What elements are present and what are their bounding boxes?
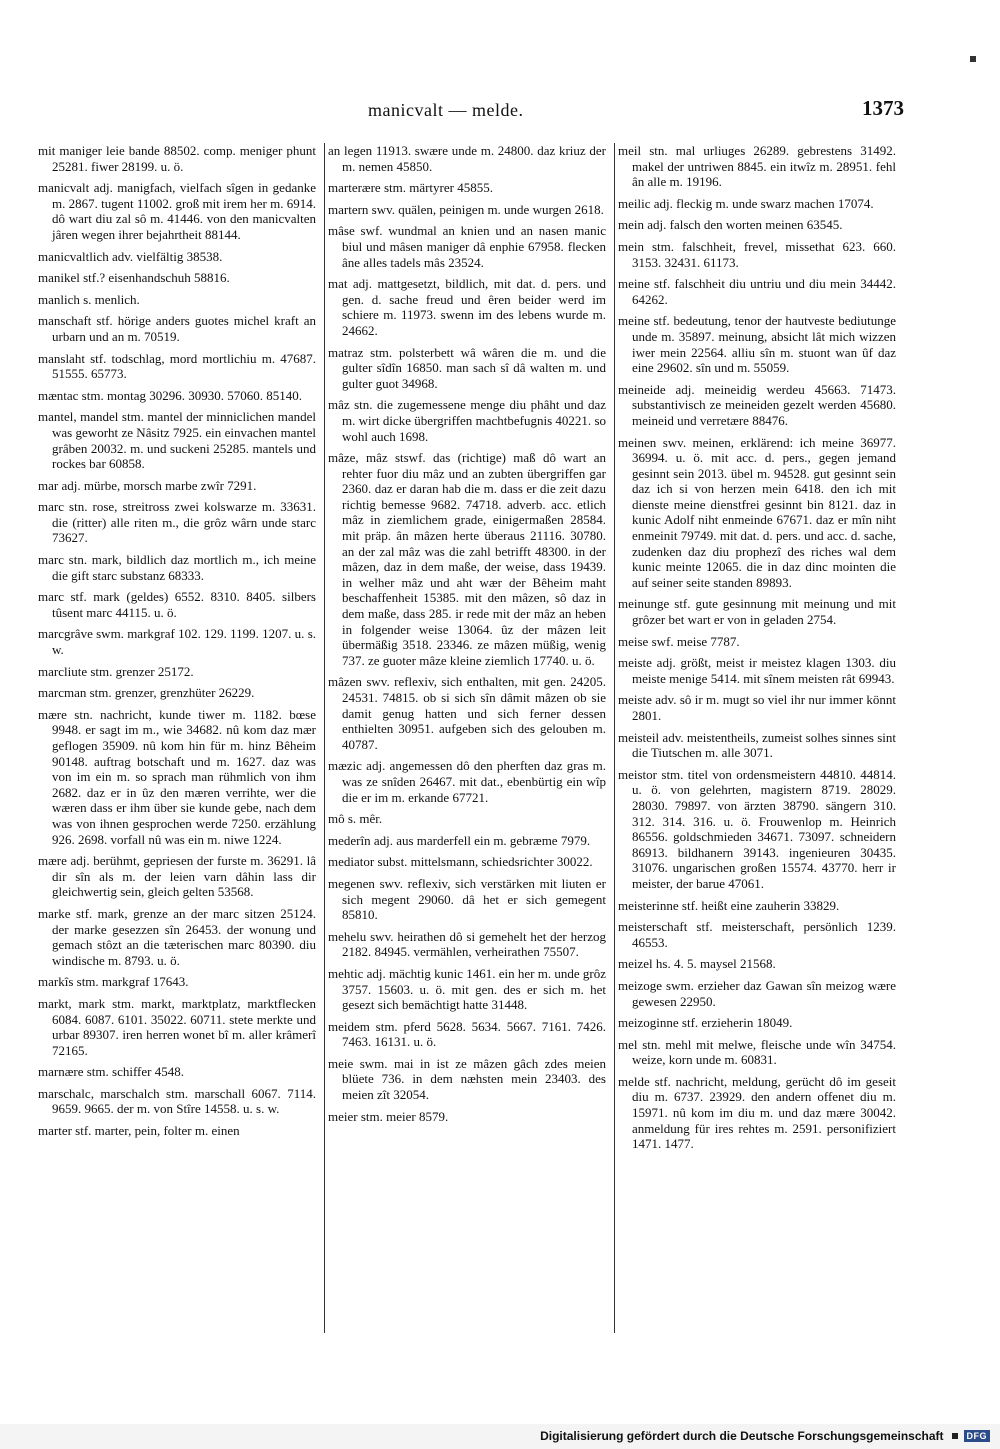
running-head: manicvalt — melde. — [368, 100, 524, 120]
dictionary-entry: meiste adv. sô ir m. mugt so viel ihr nur immer könnt 2801. — [618, 692, 896, 723]
dictionary-entry: meie swm. mai in ist ze mâzen gâch zdes meien blüete 736. in dem næhsten mein 23403. des meien zît 32054. — [328, 1055, 606, 1103]
dictionary-entry: mehtic adj. mächtig kunic 1461. ein her m. unde grôz 3757. 15603. u. ö. mit gen. des er sich m. het gesezt sich bemächtigt hatte 31448. — [328, 965, 606, 1013]
dictionary-entry: marnære stm. schiffer 4548. — [38, 1064, 184, 1080]
dictionary-entry: manicvalt adj. manigfach, vielfach sîgen in gedanke m. 2867. tugent 11002. groß mit irem her m. 6914. dô wart diu zal sô m. 41446. von den manicvalten jâren wegen ihrer bejahrtheit 88144. — [38, 180, 316, 242]
dictionary-entry: manslaht stf. todschlag, mord mortlichiu m. 47687. 51555. 65773. — [38, 350, 316, 382]
dictionary-entry: meilic adj. fleckig m. unde swarz machen 17074. — [618, 195, 874, 211]
dictionary-entry: meisterinne stf. heißt eine zauherin 33829. — [618, 897, 840, 913]
dictionary-entry: marke stf. mark, grenze an der marc sitzen 25124. der marke gesezzen sîn 26453. der wonung und gemach stôzt an die tæterischen marc 80390. diu windische m. 8793. u. ö. — [38, 905, 316, 968]
dictionary-entry: mediator subst. mittelsmann, schiedsrichter 30022. — [328, 854, 593, 870]
dfg-logo: DFG — [964, 1430, 991, 1442]
dictionary-entry: mâzen swv. reflexiv, sich enthalten, mit gen. 24205. 24531. 74815. ob si sich sîn dâmit mâzen ob sie damit genug hatten und sich ferner dessen enthielten 30951. aufgeben sich des gelouben m. 40787. — [328, 674, 606, 752]
dictionary-entry: meinen swv. meinen, erklärend: ich meine 36977. 36994. u. ö. mit acc. d. pers., gegen jemand gesinnt sein 2013. übel m. 94528. gut gesinnt sein daz ich si von herzen mein 6418. den ich mit dienste meine dienstfrei gesinnt bin 8121. daz in kunic Adolf niht enmeinde 67671. daz er mîn niht enmeinit 79749. mit dat. d. pers. und acc. d. sache, zudenken daz diu prophezî des riches wal dem kunic meinte 12065. die in daz dinc mointen die auf seiner seite standen 89893. — [618, 434, 896, 590]
dictionary-entry: meizoge swm. erzieher daz Gawan sîn meizog wære gewesen 22950. — [618, 977, 896, 1009]
dictionary-entry: melde stf. nachricht, meldung, gerücht dô im geseit diu m. 6737. 23929. den andern offenet diu m. 15971. nû kom im diu m. und daz mære 30042. anmeldung für ires rehtes m. 2591. personifiziert 1471. 1477. — [618, 1073, 896, 1152]
dictionary-entry: an legen 11913. swære unde m. 24800. daz kriuz der m. nemen 45850. — [328, 143, 606, 174]
footer — [540, 1427, 990, 1445]
column-divider — [614, 143, 615, 1333]
dictionary-entry: meidem stm. pferd 5628. 5634. 5667. 7161. 7426. 7463. 16131. u. ö. — [328, 1018, 606, 1050]
dictionary-entry: meiste adj. größt, meist ir meistez klagen 1303. diu meiste menige 5414. mit sînem meisten rât 69943. — [618, 655, 896, 686]
bullet-icon — [952, 1433, 958, 1439]
dictionary-entry: mâse swf. wundmal an knien und an nasen manic biul und mâsen maniger dâ enphie 67958. flecken âne alles tadels mâs 23524. — [328, 223, 606, 270]
dictionary-entry: meizoginne stf. erzieherin 18049. — [618, 1015, 793, 1031]
dictionary-entry: meil stn. mal urliuges 26289. gebrestens 31492. makel der untriwen 8845. ein itwîz m. 28951. fehl ân alle m. 19196. — [618, 143, 896, 190]
dictionary-entry: mantel, mandel stm. mantel der minniclichen mandel was geworht ze Nâsitz 7925. ein einvachen mantel grâben 20032. m. und suckeni 25285. mantels und rockes bar 60858. — [38, 409, 316, 472]
dictionary-entry: matraz stm. polsterbett wâ wâren die m. und die gulter sîdîn 16850. man sach sî dâ walten m. und gulter guot 34968. — [328, 344, 606, 391]
dictionary-entry: mel stn. mehl mit melwe, fleische unde wîn 34754. weize, korn unde m. 60831. — [618, 1036, 896, 1068]
dictionary-entry: mô s. mêr. — [328, 811, 383, 827]
dictionary-entry: mâz stn. die zugemessene menge diu phâht und daz m. wirt dicke übergriffen machtbefugnis 40221. so wohl auch 1698. — [328, 397, 606, 444]
dictionary-entry: mære adj. berühmt, gepriesen der furste m. 36291. lâ dir sîn als m. der leien varn dâhin lass dir gleichwertig sein, gleich gelten 53568. — [38, 853, 316, 900]
dictionary-entry: mâze, mâz stswf. das (richtige) maß dô wart an rehter fuor diu mâz und an zubten übergriffen gar 2360. daz er daran hab die m. dass er die zeit dazu richtig bemesse 9682. 74718. adverb. acc. etlich mâz in ziemlichem grade, einigermaßen 28584. mit präp. ân mâzen herte überaus 21116. 30780. an der zal mâz was die zahl betrifft 48300. in der mâzen, daz in dem maße, der weise, dass 19439. in welher mâz und aht wær der Bêheim maht beschaffenheit 15385. mit den mâzen, sô daz in dem maße, dass 285. ir rede mit der mâz an heben in folgender weise 13064. ûz der mâzen leit übermäßig 3518. 23346. ze mâzen müßig, wenig 737. ze guoter mâze kleine ziemlich 17740. u. ö. — [328, 450, 606, 668]
dictionary-entry: mære stn. nachricht, kunde tiwer m. 1182. bœse 9948. er sagt im m., wie 34682. nû kom daz mær geflogen 35909. nû kom hin für m. hinz Bêheim 90148. auftrag botschaft und m. 1627. daz was von im ein m. so sprach man rühmlich von ihm 2682. daz er in ûz den mæren verrihte, wer die wæren dass er ihm über sie kunde gebe, nach dem was von ihnen gesprochen werde 7250. erzählung 926. 2698. vorfall nû was ein m. niwe 1224. — [38, 706, 316, 847]
dictionary-entry: mehelu swv. heirathen dô si gemehelt het der herzog 2182. 84945. vermählen, verheirathen 75507. — [328, 928, 606, 960]
dictionary-entry: marc stn. rose, streitross zwei kolswarze m. 33631. die (ritter) alle riten m., die grôz wârn unde starc 73627. — [38, 499, 316, 546]
dictionary-entry: mat adj. mattgesetzt, bildlich, mit dat. d. pers. und gen. d. sache freud und êren beider werd im schiere m. 11973. swenn im des lebens wurde m. 24662. — [328, 276, 606, 338]
dictionary-entry: meine stf. bedeutung, tenor der hautveste bediutunge unde m. 35897. meinung, absicht lât mich wizzen iwer mein 22564. alliu sîn m. stuont wan ûf daz eine 29602. sîn und m. 55059. — [618, 313, 896, 376]
dictionary-entry: meisteil adv. meistentheils, zumeist solhes sinnes sint die Tiutschen m. alle 3071. — [618, 729, 896, 761]
dictionary-entry: meise swf. meise 7787. — [618, 633, 740, 649]
dictionary-entry: marter stf. marter, pein, folter m. einen — [38, 1123, 240, 1139]
dictionary-entry: marcman stm. grenzer, grenzhüter 26229. — [38, 685, 255, 701]
dictionary-entry: martern swv. quälen, peinigen m. unde wurgen 2618. — [328, 201, 604, 217]
dictionary-entry: meine stf. falschheit diu untriu und diu mein 34442. 64262. — [618, 276, 896, 307]
dictionary-entry: marc stn. mark, bildlich daz mortlich m., ich meine die gift starc substanz 68333. — [38, 552, 316, 583]
dictionary-entry: markt, mark stm. markt, marktplatz, marktflecken 6084. 6087. 6101. 35022. 60711. stete merkte und urbar 89307. iren herren wonet bî m. aller krâmerî 72165. — [38, 995, 316, 1058]
dictionary-entry: mein stm. falschheit, frevel, missethat 623. 660. 3153. 32431. 61173. — [618, 238, 896, 270]
dictionary-entry: marcliute stm. grenzer 25172. — [38, 663, 194, 679]
dictionary-columns — [38, 143, 902, 1353]
dictionary-entry: markîs stm. markgraf 17643. — [38, 974, 189, 990]
column-2 — [328, 143, 606, 1353]
dictionary-entry: mæzic adj. angemessen dô den pherften daz gras m. was ze snîden 26467. mit dat., ebenbürtig ein wîp die er im m. erkande 67721. — [328, 758, 606, 805]
page-number: 1373 — [862, 96, 904, 120]
dictionary-entry: mar adj. mürbe, morsch marbe zwîr 7291. — [38, 477, 257, 493]
dictionary-entry: mæntac stm. montag 30296. 30930. 57060. 85140. — [38, 387, 302, 403]
dictionary-entry: manschaft stf. hörige anders guotes michel kraft an urbarn und an m. 70519. — [38, 313, 316, 344]
column-3 — [618, 143, 896, 1353]
dictionary-entry: manlich s. menlich. — [38, 291, 140, 307]
dictionary-entry: mederîn adj. aus marderfell ein m. gebræme 7979. — [328, 832, 591, 848]
dictionary-entry: marcgrâve swm. markgraf 102. 129. 1199. 1207. u. s. w. — [38, 626, 316, 658]
column-1 — [38, 143, 316, 1353]
dictionary-entry: meier stm. meier 8579. — [328, 1108, 449, 1124]
dictionary-entry: megenen swv. reflexiv, sich verstärken mit liuten er sich megent 29060. dâ het er sich gemegent 85810. — [328, 875, 606, 923]
dictionary-entry: mein adj. falsch den worten meinen 63545. — [618, 217, 843, 233]
funding-note: Digitalisierung gefördert durch die Deutsche Forschungsgemeinschaft — [540, 1429, 944, 1443]
dictionary-entry: marc stf. mark (geldes) 6552. 8310. 8405. silbers tûsent marc 44115. u. ö. — [38, 589, 316, 620]
page-header — [0, 92, 1000, 122]
scan-corner-mark — [970, 56, 976, 62]
dictionary-entry: marschalc, marschalch stm. marschall 6067. 7114. 9659. 9665. der m. von Stîre 14558. u. s. w. — [38, 1085, 316, 1117]
column-divider — [324, 143, 325, 1333]
dictionary-entry: meinunge stf. gute gesinnung mit meinung und mit grôzer bet wart er von in geladen 2754. — [618, 596, 896, 628]
dictionary-entry: meistor stm. titel von ordensmeistern 44810. 44814. u. ö. von gelehrten, magistern 8719. 28029. 28030. 79897. von ärzten 38790. sängern 310. 312. 314. 316. u. ö. Frouwenlop m. Heinrich 86556. goldschmieden 34671. 73097. schneidern 86913. bildhanern 39143. ingenieuren 30435. 31076. ungarischen großen 15574. 43770. herr ir meister, der barue 47061. — [618, 766, 896, 891]
dictionary-entry: meizel hs. 4. 5. maysel 21568. — [618, 956, 776, 972]
dictionary-entry: meisterschaft stf. meisterschaft, persönlich 1239. 46553. — [618, 919, 896, 950]
dictionary-entry: mit maniger leie bande 88502. comp. meniger phunt 25281. fiwer 28199. u. ö. — [38, 143, 316, 174]
dictionary-entry: marterære stm. märtyrer 45855. — [328, 180, 493, 196]
dictionary-entry: meineide adj. meineidig werdeu 45663. 71473. substantivisch ze meineiden gezelt werden 45680. meineid und verretære 88476. — [618, 381, 896, 428]
dictionary-entry: manikel stf.? eisenhandschuh 58816. — [38, 270, 230, 286]
dictionary-entry: manicvaltlich adv. vielfältig 38538. — [38, 248, 223, 264]
